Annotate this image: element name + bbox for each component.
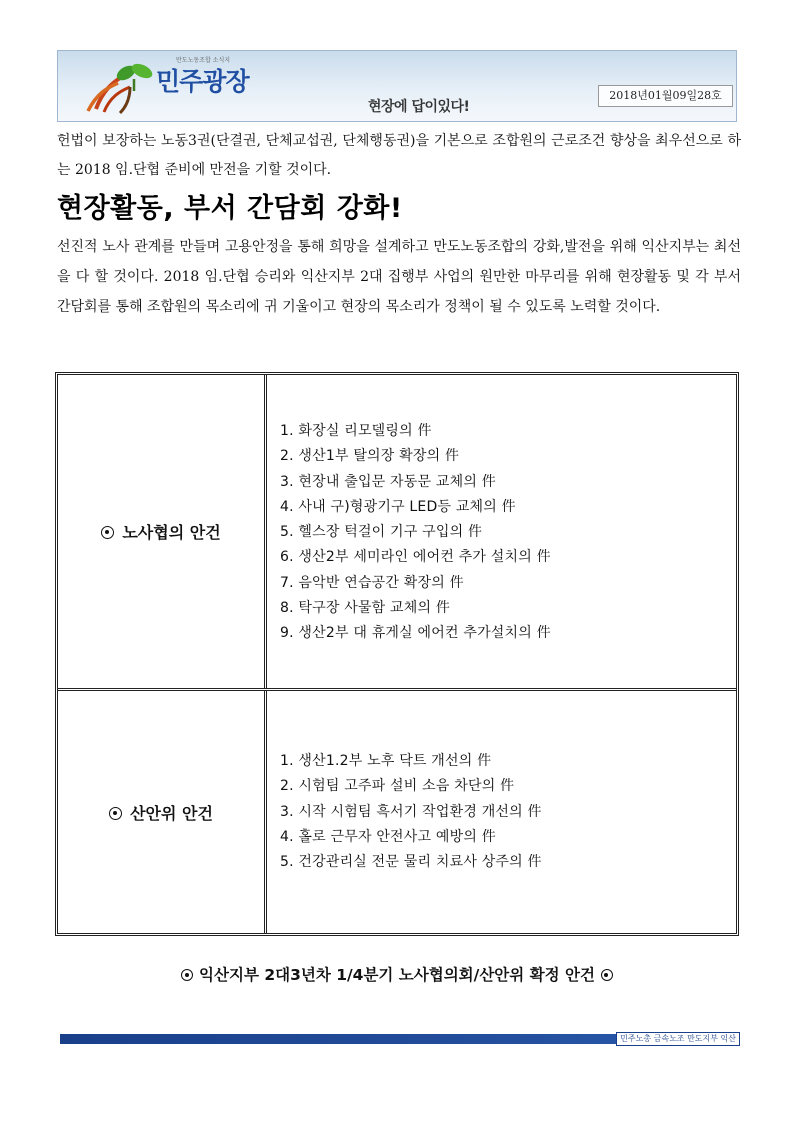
agenda-items-cell bbox=[270, 375, 736, 688]
logo-caption: 만도노동조합 소식지 bbox=[176, 57, 231, 64]
list-item: 2. 시험팀 고주파 설비 소음 차단의 件 bbox=[280, 778, 515, 795]
list-item: 7. 음악반 연습공간 확장의 件 bbox=[280, 574, 464, 591]
list-item: 9. 생산2부 대 휴게실 에어컨 추가설치의 件 bbox=[280, 625, 551, 642]
agenda-row-safety bbox=[58, 691, 736, 933]
list-item: 1. 생산1.2부 노후 닥트 개선의 件 bbox=[280, 753, 492, 769]
list-item: 8. 탁구장 사물함 교체의 件 bbox=[280, 600, 451, 617]
list-item: 6. 생산2부 세미라인 에어컨 추가 설치의 件 bbox=[280, 549, 551, 566]
labor-agenda-label: 노사협의 안건 bbox=[122, 523, 221, 542]
header-banner bbox=[57, 50, 737, 122]
agenda-label-cell bbox=[58, 691, 267, 933]
slogan: 현장에 답이있다! bbox=[368, 99, 470, 115]
circle-bullet-icon bbox=[181, 969, 193, 981]
labor-agenda-list bbox=[280, 419, 551, 647]
list-item: 4. 홀로 근무자 안전사고 예방의 件 bbox=[280, 828, 496, 845]
circle-bullet-icon bbox=[601, 969, 613, 981]
footer-bar bbox=[60, 1034, 740, 1044]
body-paragraph: 선진적 노사 관계를 만들며 고용안정을 통해 희망을 설계하고 만도노동조합의 강화,발전을 위해 익산지부는 최선을 다 할 것이다. 2018 임.단협 승리와 익산지부 2대 집행부 사업의 원만한 마무리를 위해 현장활동 및 각 부서 간담회를 통해 조합원의 목소리에 귀 기울이고 현장의 목소리가 정책이 될 수 있도록 노력할 것이다. bbox=[57, 239, 741, 315]
agenda-row-labor bbox=[58, 375, 736, 691]
safety-agenda-list bbox=[280, 749, 542, 875]
agenda-items-cell bbox=[270, 691, 736, 933]
intro-paragraph: 헌법이 보장하는 노동3권(단결권, 단체교섭권, 단체행동권)을 기본으로 조합원의 근로조건 향상을 최우선으로 하는 2018 임.단협 준비에 만전을 기할 것이다. bbox=[57, 133, 741, 178]
agenda-label-cell bbox=[58, 375, 267, 688]
list-item: 3. 시작 시험팀 흑서기 작업환경 개선의 件 bbox=[280, 803, 542, 820]
circle-bullet-icon bbox=[109, 807, 122, 820]
list-item: 5. 건강관리실 전문 물리 치료사 상주의 件 bbox=[280, 854, 542, 871]
circle-bullet-icon bbox=[101, 526, 114, 539]
headline: 현장활동, 부서 간담회 강화! bbox=[57, 193, 403, 224]
table-caption bbox=[0, 963, 794, 985]
list-item: 3. 현장내 출입문 자동문 교체의 件 bbox=[280, 473, 496, 490]
safety-agenda-label: 산안위 안건 bbox=[130, 803, 213, 823]
agenda-table bbox=[55, 372, 739, 936]
list-item: 4. 사내 구)형광기구 LED등 교체의 件 bbox=[280, 498, 516, 515]
logo-title: 민주광장 bbox=[156, 67, 249, 96]
list-item: 2. 생산1부 탈의장 확장의 件 bbox=[280, 448, 460, 465]
caption-text: 익산지부 2대3년차 1/4분기 노사협의회/산안위 확정 안건 bbox=[199, 966, 595, 984]
list-item: 5. 헬스장 턱걸이 기구 구입의 件 bbox=[280, 524, 483, 541]
footer-label: 민주노총 금속노조 만도지부 익산 bbox=[616, 1032, 740, 1046]
list-item: 1. 화장실 리모델링의 件 bbox=[280, 423, 432, 439]
issue-number: 2018년01월09일28호 bbox=[598, 85, 733, 107]
